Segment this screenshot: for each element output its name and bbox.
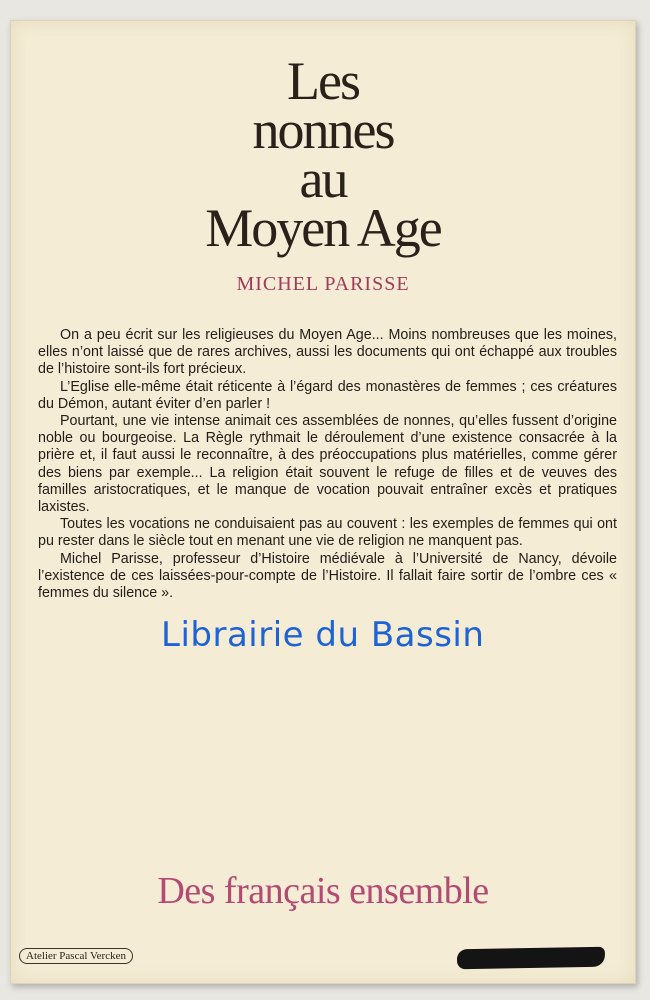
title-line: Moyen Age [205, 198, 441, 258]
blurb-paragraph: On a peu écrit sur les religieuses du Moyen Age... Moins nombreuses que les moines, elles n’ont laissé que de rares archives, aussi les documents qui ont échappé aux troubles de l’histoire sont-ils fort précieux. [38, 327, 617, 378]
title-line: au [299, 149, 347, 209]
blurb-paragraph: Michel Parisse, professeur d’Histoire médiévale à l’Université de Nancy, dévoile l’existence de ces laissées-pour-compte de l’Histoire. Il fallait faire sortir de l’ombre ces « femmes du silence ». [38, 550, 617, 602]
publisher-credit: Atelier Pascal Vercken [19, 948, 133, 964]
blurb-paragraph: L’Eglise elle-même était réticente à l’égard des monastères de femmes ; ces créatures du Démon, autant éviter d’en parler ! [38, 378, 617, 412]
book-title [11, 51, 635, 258]
series-slogan: Des français ensemble [157, 870, 489, 912]
blurb [38, 327, 617, 602]
title-line: Les [287, 51, 359, 111]
blurb-paragraph: Toutes les vocations ne conduisaient pas au couvent : les exemples de femmes qui ont pu rester dans le siècle tout en menant une vie de religion ne manquent pas. [38, 516, 617, 550]
book-back-cover [10, 20, 636, 984]
blurb-paragraph: Pourtant, une vie intense animait ces assemblées de nonnes, qu’elles fussent d’origine noble ou bourgeoise. La Règle rythmait le déroulement d’une existence consacrée à la prière et, il faut aussi le reconnaître, à des préoccupations plus matérielles, comme gérer des biens par exemple... La religion était souvent le refuge de filles et de veuves des familles aristocratiques, et le manque de vocation pouvait entraîner excès et pratiques laxistes. [38, 413, 617, 516]
bookseller-watermark: Librairie du Bassin [161, 615, 485, 655]
redaction-mark [457, 947, 605, 970]
author-name: MICHEL PARISSE [236, 273, 410, 295]
title-line: nonnes [252, 100, 394, 160]
